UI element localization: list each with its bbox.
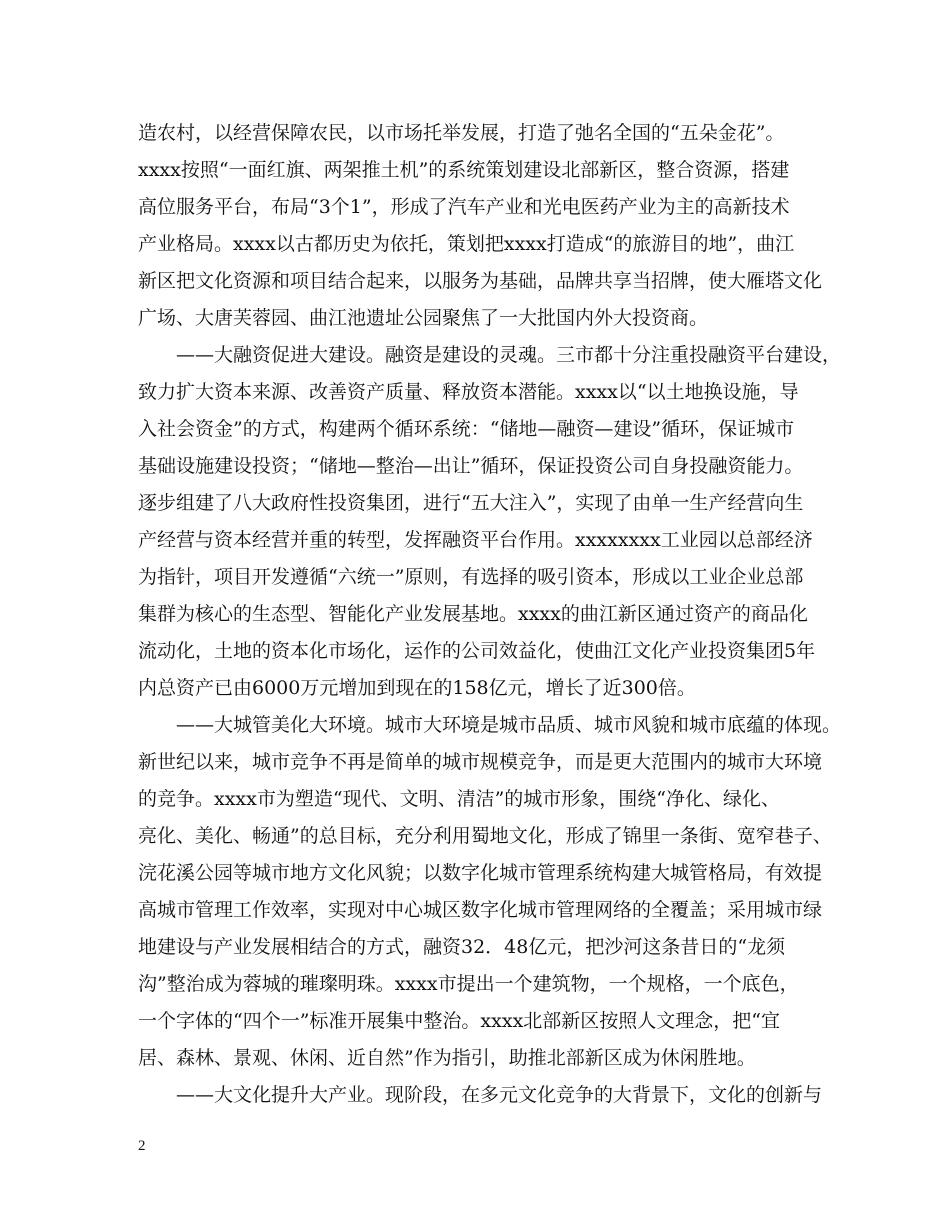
line-text: 浣花溪公园等城市地方文化风貌；以数字化城市管理系统构建大城管格局，有效提 xyxy=(138,862,823,884)
line-text: 产经营与资本经营并重的转型，发挥融资平台作用。xxxxxxxx工业园以总部经济 xyxy=(138,529,813,551)
text-line xyxy=(0,264,950,298)
text-line xyxy=(0,1004,950,1038)
line-text: 流动化，土地的资本化市场化，运作的公司效益化，使曲江文化产业投资集团5年 xyxy=(138,640,816,662)
line-text: 的竞争。xxxx市为塑造“现代、文明、清洁”的城市形象，围绕“净化、绿化、 xyxy=(138,788,781,810)
line-text: ——大城管美化大环境。城市大环境是城市品质、城市风貌和城市底蕴的体现。 xyxy=(176,714,842,736)
text-line xyxy=(0,967,950,1001)
line-text: ——大融资促进大建设。融资是建设的灵魂。三市都十分注重投融资平台建设， xyxy=(176,344,842,366)
line-text: 产业格局。xxxx以古都历史为依托，策划把xxxx打造成“的旅游目的地”，曲江 xyxy=(138,233,795,255)
text-line xyxy=(0,782,950,816)
text-line xyxy=(0,227,950,261)
page-number: 2 xyxy=(138,1138,146,1154)
line-text: 内总资产已由6000万元增加到现在的158亿元，增长了近300倍。 xyxy=(138,677,696,699)
text-line xyxy=(0,338,950,372)
line-text: 基础设施建设投资；“储地—整治—出让”循环，保证投资公司自身投融资能力。 xyxy=(138,455,804,477)
text-line xyxy=(0,116,950,150)
text-line xyxy=(0,449,950,483)
line-text: xxxx按照“一面红旗、两架推土机”的系统策划建设北部新区，整合资源，搭建 xyxy=(138,159,790,181)
text-line xyxy=(0,745,950,779)
text-line xyxy=(0,893,950,927)
text-line xyxy=(0,671,950,705)
line-text: ——大文化提升大产业。现阶段，在多元文化竞争的大背景下，文化的创新与 xyxy=(176,1084,823,1106)
line-text: 入社会资金”的方式，构建两个循环系统：“储地—融资—建设”循环，保证城市 xyxy=(138,418,795,440)
text-line xyxy=(0,597,950,631)
line-text: 造农村，以经营保障农民，以市场托举发展，打造了弛名全国的“五朵金花”。 xyxy=(138,122,785,144)
line-text: 新区把文化资源和项目结合起来，以服务为基础，品牌共享当招牌，使大雁塔文化 xyxy=(138,270,823,292)
line-text: 为指针，项目开发遵循“六统一”原则，有选择的吸引资本，形成以工业企业总部 xyxy=(138,566,804,588)
line-text: 亮化、美化、畅通”的总目标，充分利用蜀地文化，形成了锦里一条街、宽窄巷子、 xyxy=(138,825,832,847)
text-line xyxy=(0,708,950,742)
line-text: 逐步组建了八大政府性投资集团，进行“五大注入”，实现了由单一生产经营向生 xyxy=(138,492,804,514)
text-line xyxy=(0,560,950,594)
line-text: 致力扩大资本来源、改善资产质量、释放资本潜能。xxxx以“以土地换设施，导 xyxy=(138,381,799,403)
line-text: 沟”整治成为蓉城的璀璨明珠。xxxx市提出一个建筑物，一个规格，一个底色， xyxy=(138,973,799,995)
text-line xyxy=(0,375,950,409)
text-line xyxy=(0,301,950,335)
line-text: 高位服务平台，布局“3个1”，形成了汽车产业和光电医药产业为主的高新技术 xyxy=(138,196,790,218)
line-text: 广场、大唐芙蓉园、曲江池遗址公园聚焦了一大批国内外大投资商。 xyxy=(138,307,709,329)
text-line xyxy=(0,486,950,520)
line-text: 高城市管理工作效率，实现对中心城区数字化城市管理网络的全覆盖；采用城市绿 xyxy=(138,899,823,921)
text-line xyxy=(0,1041,950,1075)
text-line xyxy=(0,634,950,668)
line-text: 新世纪以来，城市竞争不再是简单的城市规模竞争，而是更大范围内的城市大环境 xyxy=(138,751,823,773)
text-line xyxy=(0,412,950,446)
text-line xyxy=(0,153,950,187)
text-line xyxy=(0,930,950,964)
line-text: 一个字体的“四个一”标准开展集中整治。xxxx北部新区按照人文理念，把“宜 xyxy=(138,1010,781,1032)
line-text: 集群为核心的生态型、智能化产业发展基地。xxxx的曲江新区通过资产的商品化 xyxy=(138,603,808,625)
text-line xyxy=(0,1078,950,1112)
text-line xyxy=(0,819,950,853)
text-line xyxy=(0,856,950,890)
text-line xyxy=(0,523,950,557)
line-text: 地建设与产业发展相结合的方式，融资32．48亿元，把沙河这条昔日的“龙须 xyxy=(138,936,786,958)
line-text: 居、森林、景观、休闲、近自然”作为指引，助推北部新区成为休闲胜地。 xyxy=(138,1047,756,1069)
text-line xyxy=(0,190,950,224)
